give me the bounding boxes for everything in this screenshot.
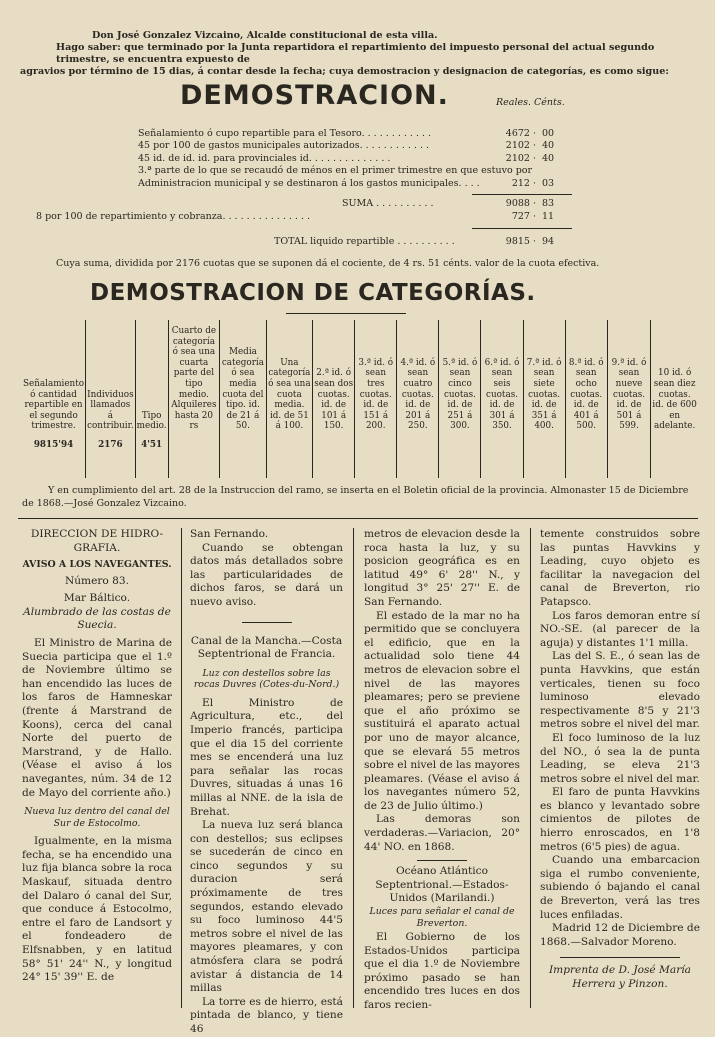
cat-value <box>168 432 220 478</box>
cat-value <box>481 432 523 478</box>
cat-header: 10 id. ó sean diez cuotas. id. de 600 en adelante. <box>651 320 698 432</box>
row-reales: 212 · <box>511 177 536 189</box>
cat-header: 9.ª id. ó sean nueve cuotas. id. de 501 á 599. <box>607 320 651 432</box>
sum-rule <box>472 194 572 195</box>
cat-value <box>313 432 355 478</box>
table-row <box>138 153 558 165</box>
cat-header: Tipo medio. <box>135 320 168 432</box>
suma-reales: 9088 · <box>505 198 536 209</box>
cat-header: 5.ª id. ó sean cinco cuotas. id. de 251 á 300. <box>439 320 481 432</box>
cat-header: 2.ª id. ó sean dos cuotas. id. de 101 á 150. <box>313 320 355 432</box>
column-2 <box>190 528 343 1037</box>
column-divider <box>353 528 354 1008</box>
notice-number: Número 83. <box>64 574 130 587</box>
total-cents: 94 <box>542 236 555 247</box>
demostracion-rows <box>138 128 558 190</box>
cat-value <box>651 432 698 478</box>
title-categorias: DEMOSTRACION DE CATEGORÍAS. <box>90 280 536 306</box>
cat-header: Una categoría ó sea una cuota media. id. de 51 á 100. <box>266 320 312 432</box>
reparto-reales: 727 · <box>511 211 536 222</box>
paragraph: La nueva luz será blanca con destellos; sus eclipses se sucederán de cinco en cinco segundos y su duracion será próximamente de tres segundos, estando elevado su foco luminoso 44'5 metros sobre el nivel de las mayores pleamares, y con atmósfera clara se podrá avistar á distancia de 14 millas <box>190 819 343 995</box>
cat-value <box>220 432 266 478</box>
paragraph: El foco luminoso de la luz del NO., ó sea la de punta Leading, se eleva 21'3 metros sobre el nivel del mar. <box>540 731 700 785</box>
cat-value: 9815'94 <box>33 440 74 450</box>
cat-header: Cuarto de categoría ó sea una cuarta parte del tipo medio. Alquileres hasta 20 rs <box>168 320 220 432</box>
row-reales: 2102 · <box>505 152 536 164</box>
suma-cents: 83 <box>542 198 555 209</box>
cat-value: 4'51 <box>135 432 168 478</box>
header-line-2: Hago saber: que terminado por la Junta repartidora el repartimiento del impuesto personal del actual segundo trimestre, se encuentra expuesto de <box>56 42 655 65</box>
paragraph: San Fernando. <box>190 528 269 540</box>
paragraph-heading: Nueva luz dentro del canal del Sur de Estocolmo. <box>24 806 170 829</box>
paragraph: Cuando una embarcacion siga el rumbo conveniente, subiendo ó bajando el canal de Breverton, verá las tres luces enfiladas. <box>540 854 700 921</box>
row-reales: 2102 · <box>505 140 536 152</box>
paragraph: temente construidos sobre las puntas Havvkins y Leading, cuyo objeto es facilitar la navegacion del canal de Breverton, rio Patapsco. <box>540 528 700 608</box>
paragraph: El estado de la mar no ha permitido que se concluyera el edificio, que en la actualidad solo tiene 44 metros de elevacion sobre el nivel de las mayores pleamares; pero se previene que el año próximo se sustituirá el aparato actual por uno de mayor alcance, que se elevará 55 metros sobre el nivel de las mayores pleamares. (Véase el aviso á los navegantes número 52, de 23 de Julio último.) <box>364 609 520 812</box>
cat-value <box>565 432 607 478</box>
paragraph: Las del S. E., ó sean las de punta Havvkins, que están verticales, tienen su foco luminoso elevado respectivamente 8'5 y 21'3 metros sobre el nivel del mar. <box>540 650 700 731</box>
header-line-1: Don José Gonzalez Vizcaino, Alcalde constitucional de esta villa. <box>92 30 438 41</box>
column-1 <box>22 528 172 985</box>
paragraph: La torre es de hierro, está pintada de blanco, y tiene 46 <box>190 995 343 1035</box>
reparto-cents: 11 <box>542 211 555 222</box>
paragraph: El Ministro de Agricultura, etc., del Imperio francés, participa que el dia 15 del corriente mes se encenderá una luz para señalar las rocas Duvres, situadas á unas 16 millas al NNE. de la isla de Brehat. <box>190 696 343 818</box>
suma-label: SUMA . . . . . . . . . . <box>342 198 434 209</box>
paragraph: El Gobierno de los Estados-Unidos participa que el dia 1.º de Noviembre próximo pasado se han encendido tres luces en dos faros recien- <box>364 931 520 1011</box>
region-subheading: Alumbrado de las costas de Suecia. <box>23 605 171 632</box>
paragraph: Igualmente, en la misma fecha, se ha encendido una luz fija blanca sobre la roca Maskauf, situada dentro del Dalaro ó canal del Sur, que conduce á Estocolmo, entre el faro de Landsort y el fondeadero de Elfsnabben, y en latitud 58° 51' 24'' N., y longitud 24° 15' 39'' E. de <box>22 835 172 984</box>
paragraph: Las demoras son verdaderas.—Variacion, 20° 44' NO. en 1868. <box>364 813 520 853</box>
cumplimiento-paragraph: Y en cumplimiento del art. 28 de la Instruccion del ramo, se inserta en el Boletin oficial de la provincia. Almonaster 15 de Diciembre de 1868.—José Gonzalez Vizcaino. <box>22 485 689 509</box>
suma-row <box>138 198 558 210</box>
region-heading: Canal de la Mancha.—Costa Septentrional de Francia. <box>190 634 343 661</box>
divider <box>560 957 680 958</box>
table-row <box>138 128 558 140</box>
row-label: Señalamiento ó cupo repartible para el Tesoro. . . . . . . . . . . . <box>138 128 432 139</box>
cat-value <box>523 432 565 478</box>
table-row <box>138 140 558 152</box>
row-label: 45 id. de id. id. para provinciales id. . . . . . . . . . . . . . <box>138 152 391 164</box>
cat-value <box>439 432 481 478</box>
section-subheading: AVISO A LOS NAVEGANTES. <box>22 559 172 571</box>
total-rule <box>472 228 572 229</box>
cat-header: 4.ª id. ó sean cuatro cuotas. id. de 201 á 250. <box>397 320 439 432</box>
cat-value <box>607 432 651 478</box>
region-heading: Mar Báltico. <box>63 592 131 605</box>
cat-header: 7.ª id. ó sean siete cuotas. id. de 351 á 400. <box>523 320 565 432</box>
divider <box>242 622 292 623</box>
signature-line: Madrid 12 de Diciembre de 1868.—Salvador Moreno. <box>540 922 700 948</box>
cat-value <box>397 432 439 478</box>
cat-header: Individuos llamados á contribuir. <box>86 320 136 432</box>
total-label: TOTAL liquido repartible . . . . . . . . . . <box>274 236 455 247</box>
cat-header: Señalamiento ó cantidad repartible en el segundo trimestre. <box>23 379 85 432</box>
title-demostracion: DEMOSTRACION. <box>180 80 449 111</box>
divider <box>417 860 467 861</box>
reales-cents-label: Reales. Cénts. <box>496 97 565 108</box>
table-row <box>138 178 558 190</box>
total-row <box>138 236 558 248</box>
cuota-sentence: Cuya suma, dividida por 2176 cuotas que se suponen dá el cociente, de 4 rs. 51 cénts. valor de la cuota efectiva. <box>56 258 600 269</box>
total-reales: 9815 · <box>505 236 536 247</box>
cat-header: 8.ª id. ó sean ocho cuotas. id. de 401 á 500. <box>565 320 607 432</box>
cat-value <box>266 432 312 478</box>
paragraph: El faro de punta Havvkins es blanco y levantado sobre cimientos de pilotes de hierro enroscados, en 1'8 metros (6'5 pies) de agua. <box>540 786 700 853</box>
row-reales: 4672 · <box>505 128 536 139</box>
row-label: 3.ª parte de lo que se recaudó de ménos en el primer trimestre en que estuvo por <box>138 165 533 177</box>
paragraph: Los faros demoran entre sí NO.-SE. (al parecer de la aguja) y distantes 1'1 milla. <box>540 609 700 649</box>
cat-value <box>355 432 397 478</box>
reparto-row <box>36 211 558 223</box>
cat-header: 3.ª id. ó sean tres cuotas. id. de 151 á 200. <box>355 320 397 432</box>
row-cents: 00 <box>542 128 555 139</box>
paragraph: Cuando se obtengan datos más detallados sobre las particularidades de dichos faros, se dará un nuevo aviso. <box>190 541 343 608</box>
edict-header <box>20 30 700 78</box>
row-cents: 40 <box>542 152 555 164</box>
column-4 <box>540 528 700 992</box>
column-divider <box>530 528 531 1008</box>
table-row <box>138 165 558 177</box>
section-heading: DIRECCION DE HIDRO-GRAFIA. <box>30 528 164 554</box>
section-rule <box>18 518 698 519</box>
region-subheading: Luz con destellos sobre las rocas Duvres (Cotes-du-Nord.) <box>193 667 340 691</box>
region-heading: Océano Atlántico Septentrional.—Estados-Unidos (Marilandi.) <box>375 865 509 905</box>
column-3 <box>364 528 520 1013</box>
row-label: 45 por 100 de gastos municipales autorizados. . . . . . . . . . . . <box>138 140 430 152</box>
paragraph: El Ministro de Marina de Suecia participa que el 1.º de Noviembre último se han encendido las luces de los faros de Hamneskar (frente á Marstrand de Koons), cerca del canal Norte del puerto de Marstrand, y de Hallo. (Véase el aviso á los navegantes, núm. 34 de 12 de Mayo del corriente año.) <box>22 637 172 799</box>
header-line-3: agravios por término de 15 dias, á contar desde la fecha; cuya demostracion y designacion de categorías, es como sigue: <box>20 66 669 77</box>
categorias-table <box>22 320 698 472</box>
printer-imprint: Imprenta de D. José María Herrera y Pinzon. <box>548 964 691 990</box>
row-cents: 40 <box>542 140 555 152</box>
cat-header: 6.ª id. ó sean seis cuotas. id. de 301 á 350. <box>481 320 523 432</box>
title-underline <box>286 313 406 314</box>
row-label: Administracion municipal y se destinaron á los gastos municipales. . . . <box>138 177 480 189</box>
row-cents: 03 <box>542 177 555 189</box>
paragraph: metros de elevacion desde la roca hasta la luz, y su posicion geográfica es en latitud 49° 6' 28'' N., y longitud 3° 25' 27'' E. de San Fernando. <box>364 528 520 608</box>
reparto-label: 8 por 100 de repartimiento y cobranza. . . . . . . . . . . . . . . <box>36 211 311 222</box>
cat-header: Media categoría ó sea media cuota del tipo. id. de 21 á 50. <box>220 320 266 432</box>
region-subheading: Luces para señalar el canal de Breverton. <box>369 906 515 929</box>
column-divider <box>181 528 182 1008</box>
cat-value: 2176 <box>86 432 136 478</box>
